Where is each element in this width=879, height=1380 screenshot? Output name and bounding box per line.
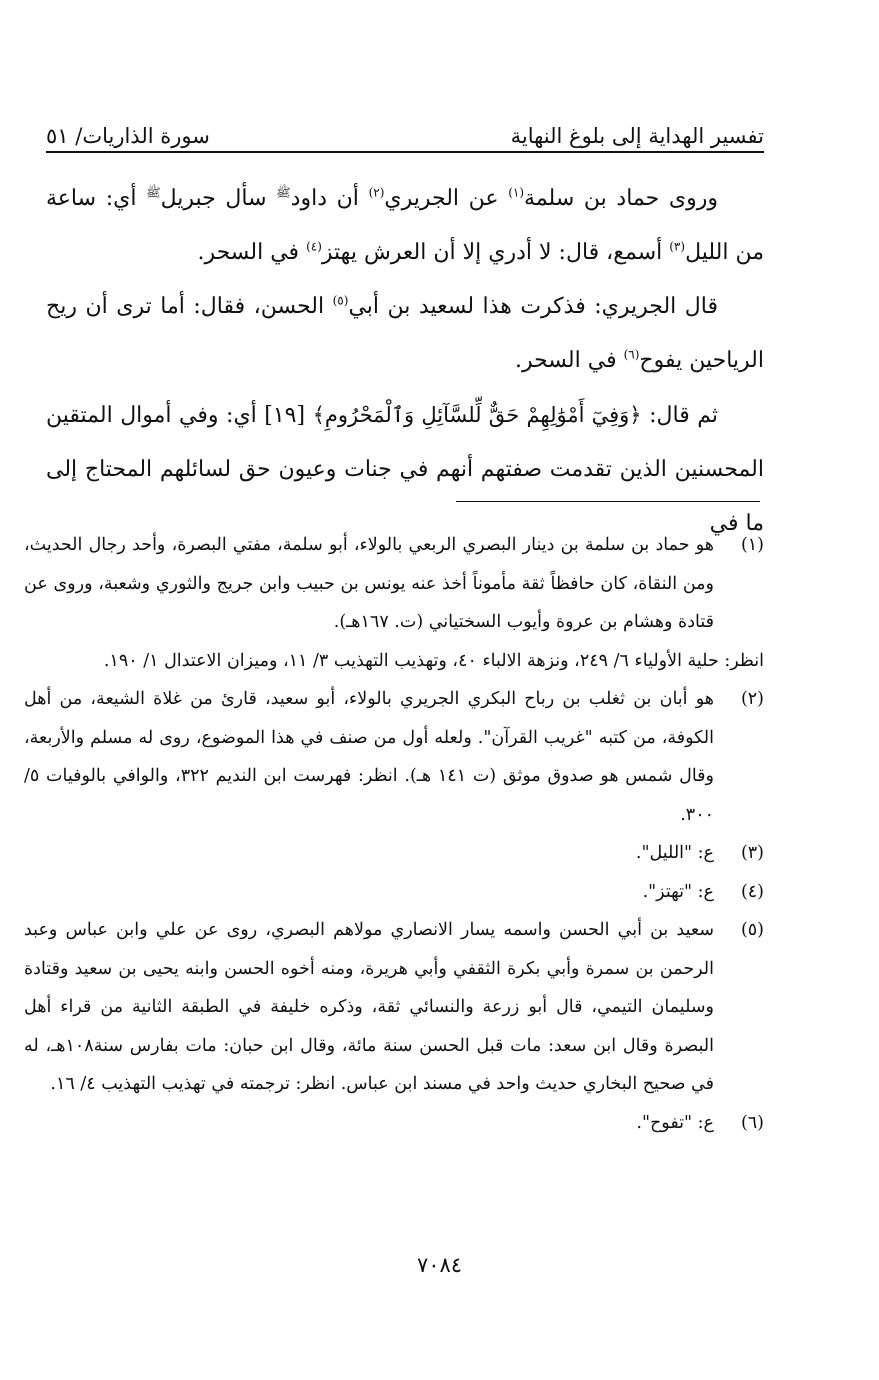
text-run: سأل جبريل — [160, 186, 277, 211]
footnote-ref-4[interactable]: (٤) — [306, 239, 322, 254]
text-run: [١٩] أي: وفي أموال المتقين المحسنين الذين تقدمت صفتهم أنهم في جنات وعيون حق لسائلهم المحتاج إلى ما في — [46, 403, 764, 536]
footnote-text: سعيد بن أبي الحسن واسمه يسار الانصاري مولاهم البصري، روى عن علي وابن عباس وعبد الرحمن بن سمرة وأبي بكرة الثقفي وأبي هريرة، ومنه أخوه الحسن وابنه يحيى بن سعيد وقتادة وسليمان التيمي، قال أبو زرعة والنسائي ثقة، وذكره خليفة في الطبقة الثانية من قراء أهل البصرة وقال ابن سعد: مات قبل الحسن سنة مائة، وقال ابن حبان: مات بفارس سنة١٠٨هـ، له في صحيح البخاري حديث واحد في مسند ابن عباس. انظر: ترجمته في تهذيب التهذيب ٤/ ١٦. — [24, 920, 714, 1094]
surah-page-label: سورة الذاريات/ ٥١ — [46, 124, 210, 148]
footnote-ref-3[interactable]: (٣) — [669, 239, 686, 254]
footnote-5 — [24, 911, 764, 1104]
running-header — [46, 112, 764, 148]
footnotes-section — [24, 526, 764, 1142]
text-run: الحسن، فقال: أما ترى أن ريح الرياحين يفوح — [46, 294, 764, 373]
main-text — [46, 172, 764, 551]
footnote-ref-5[interactable]: (٥) — [332, 293, 349, 308]
footnote-divider — [456, 501, 760, 502]
main-paragraph-1 — [46, 172, 764, 280]
footnote-2 — [24, 680, 764, 834]
text-run: قال الجريري: فذكرت هذا لسعيد بن أبي — [348, 294, 718, 319]
footnote-ref-2[interactable]: (٢) — [368, 185, 385, 200]
footnote-4 — [24, 873, 764, 912]
footnote-text: هو حماد بن سلمة بن دينار البصري الربعي بالولاء، أبو سلمة، مفتي البصرة، وأحد رجال الحديث، ومن النقاة، كان حافظاً ثقة مأموناً أخذ عنه يونس بن حبيب وابن جريج والثوري وشعبة، وروى عن قتادة وهشام بن عروة وأيوب السختياني (ت. ١٦٧هـ). — [24, 535, 714, 632]
footnote-body — [24, 526, 764, 680]
text-run: أسمع، قال: لا أدري إلا أن العرش يهتز — [321, 240, 670, 265]
book-title: تفسير الهداية إلى بلوغ النهاية — [510, 124, 764, 148]
text-run: في السحر. — [197, 240, 307, 265]
footnote-1 — [24, 526, 764, 680]
text-run: وروى حماد بن سلمة — [524, 186, 718, 211]
footnote-reference-line: انظر: حلية الأولياء ٦/ ٢٤٩، ونزهة الالباء ٤٠، وتهذيب التهذيب ٣/ ١١، وميزان الاعتدال ١/ ١٩٠. — [103, 650, 764, 671]
text-run: أن داود — [290, 186, 369, 211]
honorific-symbol: ﷺ — [146, 185, 161, 200]
footnote-text: ع: "تفوح". — [636, 1112, 714, 1133]
text-run: عن الجريري — [384, 186, 509, 211]
main-paragraph-2 — [46, 280, 764, 388]
footnote-text: هو أبان بن ثغلب بن رباح البكري الجريري بالولاء، أبو سعيد، قارئ من غلاة الشيعة، من أهل الكوفة، من كتبه "غريب القرآن". ولعله أول من صنف في هذا الموضوع، روى له مسلم والأربعة، وقال شمس هو صدوق موثق (ت ١٤١ هـ). انظر: فهرست ابن النديم ٣٢٢، والوافي بالوفيات ٥/ ٣٠٠. — [24, 689, 714, 825]
footnote-text: ع: "تهتز". — [642, 881, 714, 902]
page-number: ٧٠٨٤ — [416, 1253, 463, 1277]
footnote-number: (٣) — [740, 843, 764, 863]
footnote-ref-6[interactable]: (٦) — [623, 347, 640, 362]
footnote-number: (٢) — [740, 689, 764, 709]
footnote-number: (٤) — [740, 881, 764, 902]
footnote-3 — [24, 834, 764, 873]
text-run: ثم قال: — [641, 403, 718, 428]
footnote-ref-1[interactable]: (١) — [508, 185, 525, 200]
text-run: أي: ساعة من الليل — [46, 186, 764, 265]
footnote-number: (٥) — [740, 920, 764, 940]
quran-verse: ﴿وَفِيٓ أَمْوَٰلِهِمْ حَقٌّ لِّلسَّآئِلِ وَٱلْمَحْرُومِ﴾ — [312, 403, 642, 427]
text-run: في السحر. — [514, 348, 624, 373]
footnote-number: (١) — [740, 535, 764, 555]
footnote-6 — [24, 1104, 764, 1143]
header-divider — [46, 151, 764, 153]
honorific-symbol: ﷺ — [276, 185, 291, 200]
footnote-number: (٦) — [740, 1112, 764, 1133]
footnote-text: ع: "الليل". — [635, 843, 714, 863]
